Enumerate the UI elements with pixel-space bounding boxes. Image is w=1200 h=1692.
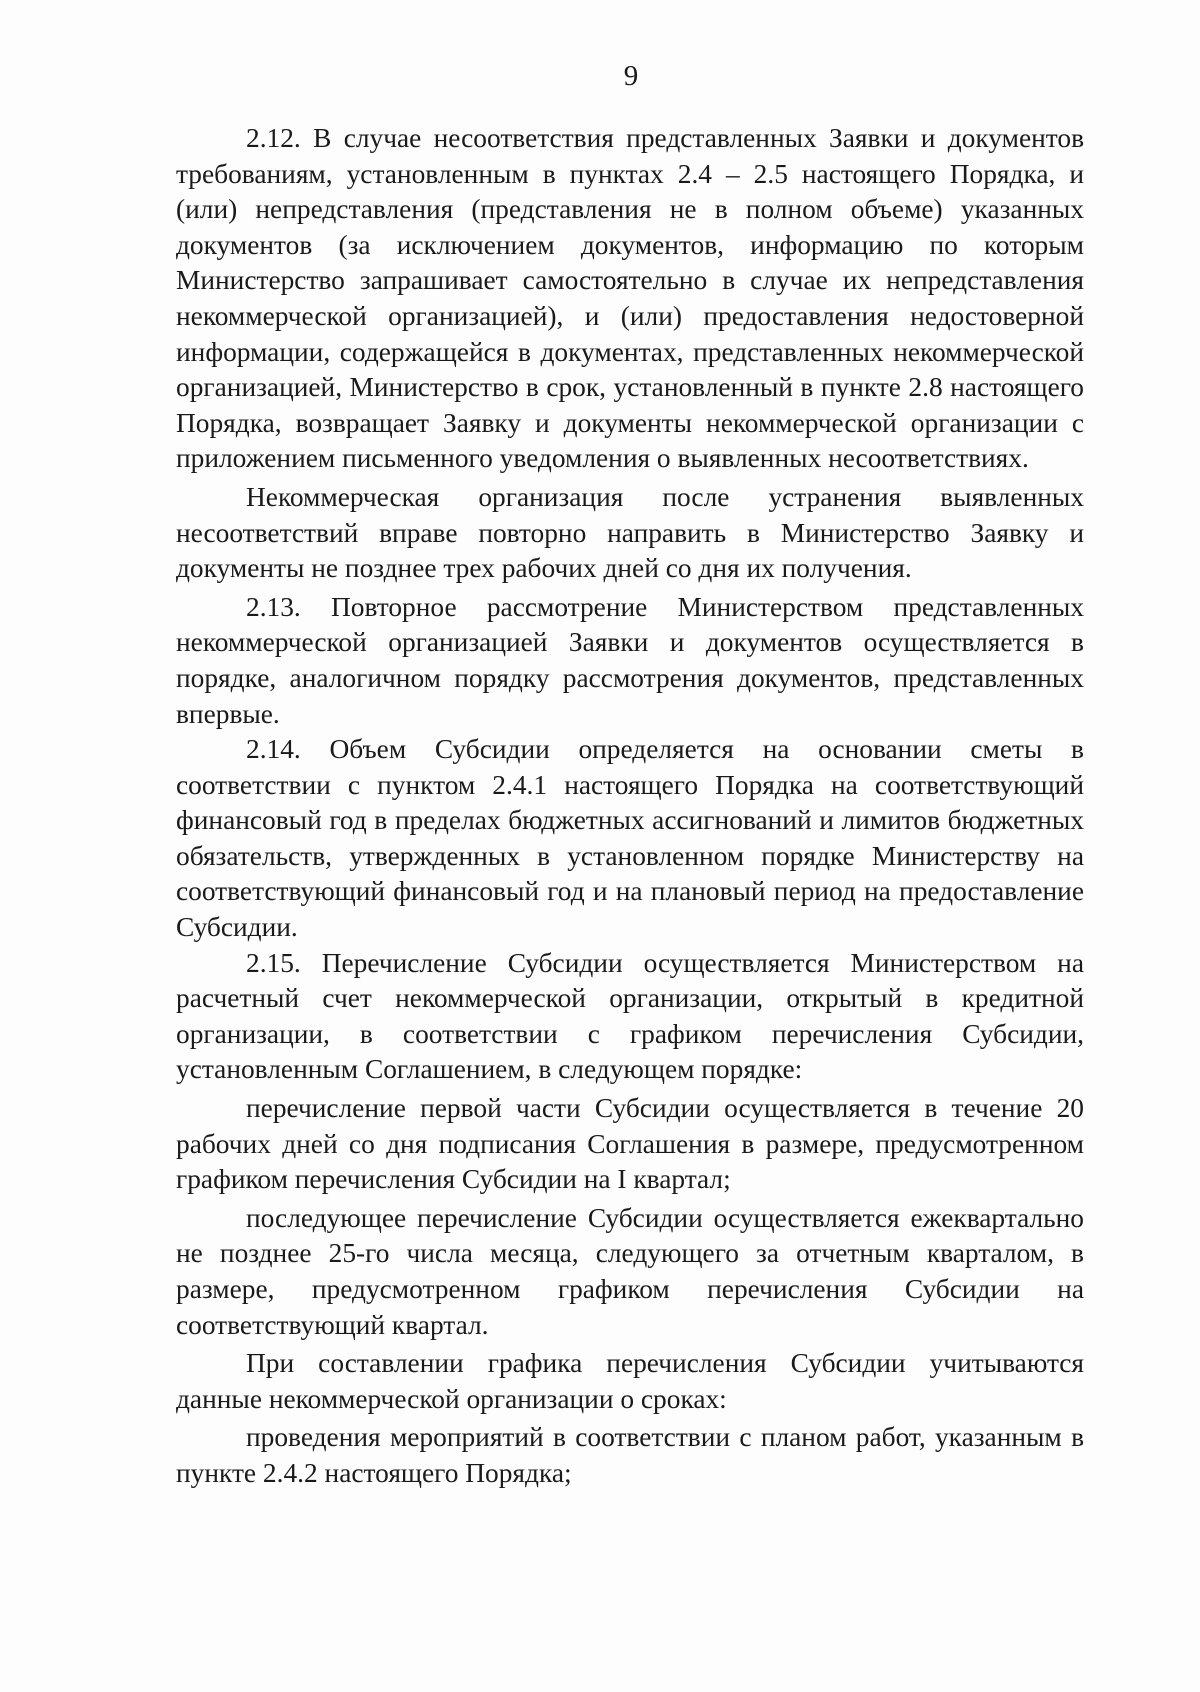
paragraph-2-12: 2.12. В случае несоответствия представленных Заявки и документов требованиям, установленным в пунктах 2.4 – 2.5 настоящего Порядка, и (или) непредставления (представления не в полном объеме) указанных документов (за исключением документов, информацию по которым Министерство запрашивает самостоятельно в случае их непредставления некоммерческой организацией), и (или) предоставления недостоверной информации, содержащейся в документах, представленных некоммерческой организацией, Министерство в срок, установленный в пункте 2.8 настоящего Порядка, возвращает Заявку и документы некоммерческой организации с приложением письменного уведомления о выявленных несоответствиях.: [176, 123, 1084, 474]
paragraph-resubmission: Некоммерческая организация после устранения выявленных несоответствий вправе повторно направить в Министерство Заявку и документы не позднее трех рабочих дней со дня их получения.: [176, 481, 1084, 584]
paragraph-2-14: 2.14. Объем Субсидии определяется на основании сметы в соответствии с пунктом 2.4.1 настоящего Порядка на соответствующий финансовый год в пределах бюджетных ассигнований и лимитов бюджетных обязательств, утвержденных в установленном порядке Министерству на соответствующий финансовый год и на плановый период на предоставление Субсидии.: [176, 734, 1084, 943]
document-body: [176, 121, 1084, 1492]
paragraph-events: проведения мероприятий в соответствии с планом работ, указанным в пункте 2.4.2 настоящего Порядка;: [176, 1422, 1084, 1488]
paragraph-2-13: 2.13. Повторное рассмотрение Министерством представленных некоммерческой организацией Заявки и документов осуществляется в порядке, аналогичном порядку рассмотрения документов, представленных впервые.: [176, 591, 1084, 729]
paragraph-2-15: 2.15. Перечисление Субсидии осуществляется Министерством на расчетный счет некоммерческой организации, открытый в кредитной организации, в соответствии с графиком перечисления Субсидии, установленным Соглашением, в следующем порядке:: [176, 947, 1084, 1085]
paragraph-schedule: При составлении графика перечисления Субсидии учитываются данные некоммерческой организации о сроках:: [176, 1348, 1084, 1414]
paragraph-subsequent-transfer: последующее перечисление Субсидии осуществляется ежеквартально не позднее 25-го числа месяца, следующего за отчетным кварталом, в размере, предусмотренном графиком перечисления Субсидии на соответствующий квартал.: [176, 1202, 1084, 1340]
page-number: 9: [623, 60, 639, 92]
paragraph-first-transfer: перечисление первой части Субсидии осуществляется в течение 20 рабочих дней со дня подписания Соглашения в размере, предусмотренном графиком перечисления Субсидии на I квартал;: [176, 1093, 1084, 1195]
